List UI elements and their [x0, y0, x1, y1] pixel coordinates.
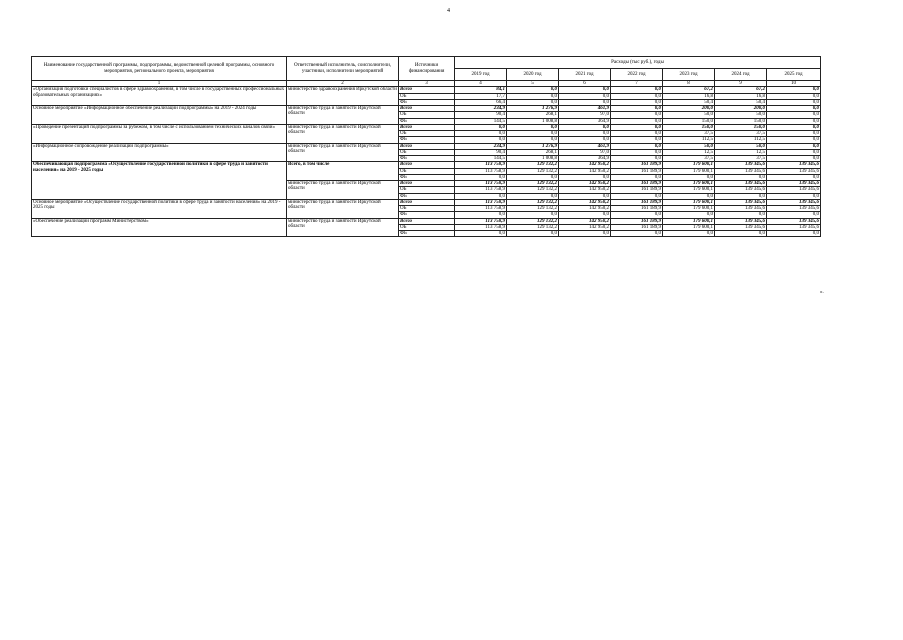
- expense-value: 179 600,1: [663, 218, 715, 224]
- expense-value: 50,0: [715, 143, 767, 149]
- item-name: «Проведение презентаций подпрограммы за рубежом, в том числе с использованием технических каналов связи»: [32, 124, 287, 143]
- funding-source: ОБ: [399, 168, 455, 174]
- expense-value: 200,0: [715, 106, 767, 112]
- expense-value: 50,0: [663, 112, 715, 118]
- expense-value: 129 132,2: [507, 187, 559, 193]
- expense-value: 0,0: [767, 149, 821, 155]
- expense-value: 129 132,2: [507, 224, 559, 230]
- expense-value: 112,5: [715, 137, 767, 143]
- expense-value: 113 758,9: [455, 181, 507, 187]
- funding-source: ФБ: [399, 137, 455, 143]
- expense-value: 142 950,2: [559, 199, 611, 205]
- expense-value: 0,0: [767, 106, 821, 112]
- expense-value: 0,0: [611, 106, 663, 112]
- expense-value: 37,5: [663, 131, 715, 137]
- expense-value: 142 950,2: [559, 187, 611, 193]
- column-index: 9: [715, 81, 767, 87]
- expense-value: 129 132,2: [507, 206, 559, 212]
- expense-value: 0,0: [611, 212, 663, 218]
- expense-value: 0,0: [455, 124, 507, 130]
- closing-quote-mark: ».: [820, 290, 824, 295]
- funding-source: ОБ: [399, 131, 455, 137]
- expense-value: 0,0: [559, 87, 611, 93]
- expense-value: 0,0: [507, 174, 559, 180]
- funding-source: ФБ: [399, 174, 455, 180]
- column-index: 8: [663, 81, 715, 87]
- expense-value: 139 345,6: [715, 181, 767, 187]
- expense-value: 0,0: [767, 93, 821, 99]
- funding-source: ФБ: [399, 118, 455, 124]
- header-expenses: Расходы (тыс руб.), годы: [455, 57, 821, 69]
- expense-value: 139 345,6: [767, 187, 821, 193]
- funding-source: ФБ: [399, 193, 455, 199]
- expense-value: 139 345,6: [767, 218, 821, 224]
- expense-value: 139 345,6: [767, 181, 821, 187]
- expense-value: 0,0: [455, 131, 507, 137]
- funding-source: Всего: [399, 199, 455, 205]
- expense-value: 0,0: [611, 143, 663, 149]
- funding-source: Всего: [399, 162, 455, 168]
- expense-value: 0,0: [767, 231, 821, 237]
- expense-value: 0,0: [767, 156, 821, 162]
- expense-value: 161 189,9: [611, 162, 663, 168]
- expense-value: 16,8: [663, 93, 715, 99]
- expense-value: 268,1: [507, 112, 559, 118]
- funding-source: ФБ: [399, 99, 455, 105]
- expense-value: 150,0: [715, 118, 767, 124]
- table-body: [32, 87, 821, 237]
- expense-value: 142 950,2: [559, 218, 611, 224]
- executor: министерство здравоохранения Иркутской области: [287, 87, 399, 106]
- expense-value: 0,0: [715, 212, 767, 218]
- expense-value: 139 345,6: [715, 206, 767, 212]
- expense-value: 142 950,2: [559, 224, 611, 230]
- expense-value: 0,0: [559, 212, 611, 218]
- executor: Всего, в том числе: [287, 162, 399, 181]
- expense-value: 139 345,6: [715, 224, 767, 230]
- expense-value: 0,0: [507, 212, 559, 218]
- expense-value: 0,0: [611, 193, 663, 199]
- expense-value: 0,0: [767, 137, 821, 143]
- expense-value: 50,0: [663, 143, 715, 149]
- expense-value: 67,2: [715, 87, 767, 93]
- funding-source: Всего: [399, 87, 455, 93]
- expense-value: 0,0: [767, 99, 821, 105]
- expense-value: 90,4: [455, 112, 507, 118]
- expense-value: 37,5: [663, 156, 715, 162]
- expense-value: 50,4: [715, 99, 767, 105]
- expense-value: 200,0: [663, 106, 715, 112]
- expense-value: 144,5: [455, 156, 507, 162]
- expense-value: 139 345,6: [767, 199, 821, 205]
- expense-value: 0,0: [559, 93, 611, 99]
- expense-value: 66,4: [455, 99, 507, 105]
- expense-value: 0,0: [559, 131, 611, 137]
- expense-value: 0,0: [559, 137, 611, 143]
- expense-value: 90,4: [455, 149, 507, 155]
- expense-value: 139 345,6: [767, 206, 821, 212]
- expense-value: 0,0: [611, 149, 663, 155]
- executor: министерство труда и занятости Иркутской области: [287, 143, 399, 162]
- expense-value: 139 345,6: [715, 218, 767, 224]
- expense-value: 37,5: [715, 131, 767, 137]
- header-year: 2023 год: [663, 69, 715, 81]
- expense-value: 113 758,9: [455, 218, 507, 224]
- expense-value: 161 189,9: [611, 206, 663, 212]
- expense-value: 0,0: [455, 174, 507, 180]
- budget-table: [31, 56, 821, 237]
- column-index: 5: [507, 81, 559, 87]
- expense-value: 179 600,1: [663, 224, 715, 230]
- expense-value: 161 189,9: [611, 181, 663, 187]
- expense-value: 0,0: [507, 231, 559, 237]
- expense-value: 0,0: [767, 143, 821, 149]
- expense-value: 84,1: [455, 87, 507, 93]
- expense-value: 129 132,2: [507, 199, 559, 205]
- expense-value: 129 132,2: [507, 181, 559, 187]
- expense-value: 97,0: [559, 112, 611, 118]
- expense-value: 50,0: [715, 112, 767, 118]
- item-name: «Информационное сопровождение реализации подпрограммы»: [32, 143, 287, 162]
- expense-value: 113 758,9: [455, 224, 507, 230]
- expense-value: 142 950,2: [559, 206, 611, 212]
- expense-value: 161 189,9: [611, 168, 663, 174]
- expense-value: 0,0: [767, 174, 821, 180]
- header-name: Наименование государственной программы, подпрограммы, ведомственной целевой программы, основного мероприятия, регионального проекта, мероприятия: [32, 57, 287, 81]
- column-index: 1: [32, 81, 287, 87]
- expense-value: 1 008,8: [507, 156, 559, 162]
- expense-value: 461,9: [559, 106, 611, 112]
- expense-value: 139 345,6: [715, 168, 767, 174]
- funding-source: ОБ: [399, 149, 455, 155]
- expense-value: 0,0: [663, 193, 715, 199]
- expense-value: 139 345,6: [715, 187, 767, 193]
- expense-value: 67,2: [663, 87, 715, 93]
- expense-value: 268,1: [507, 149, 559, 155]
- expense-value: 0,0: [767, 118, 821, 124]
- expense-value: 150,0: [663, 118, 715, 124]
- expense-value: 0,0: [767, 212, 821, 218]
- expense-value: 0,0: [715, 193, 767, 199]
- expense-value: 113 758,9: [455, 168, 507, 174]
- expense-value: 0,0: [507, 131, 559, 137]
- column-index: 2: [287, 81, 399, 87]
- expense-value: 0,0: [663, 174, 715, 180]
- column-index: 6: [559, 81, 611, 87]
- expense-value: 0,0: [611, 231, 663, 237]
- expense-value: 17,7: [455, 93, 507, 99]
- header-year: 2020 год: [507, 69, 559, 81]
- expense-value: 0,0: [715, 231, 767, 237]
- executor: министерство труда и занятости Иркутской области: [287, 106, 399, 125]
- expense-value: 0,0: [611, 112, 663, 118]
- expense-value: 0,0: [611, 99, 663, 105]
- expense-value: 1 008,8: [507, 118, 559, 124]
- expense-value: 0,0: [507, 137, 559, 143]
- table-header: [32, 57, 821, 87]
- expense-value: 1 276,9: [507, 106, 559, 112]
- expense-value: 234,9: [455, 106, 507, 112]
- header-year: 2025 год: [767, 69, 821, 81]
- expense-value: 139 345,6: [715, 199, 767, 205]
- expense-value: 50,4: [663, 99, 715, 105]
- expense-value: 0,0: [559, 193, 611, 199]
- expense-value: 0,0: [767, 131, 821, 137]
- expense-value: 0,0: [611, 137, 663, 143]
- header-year: 2024 год: [715, 69, 767, 81]
- expense-value: 12,5: [715, 149, 767, 155]
- funding-source: ОБ: [399, 206, 455, 212]
- funding-source: ОБ: [399, 93, 455, 99]
- expense-value: 0,0: [507, 99, 559, 105]
- expense-value: 161 189,9: [611, 199, 663, 205]
- expense-value: 179 600,1: [663, 168, 715, 174]
- expense-value: 0,0: [611, 118, 663, 124]
- funding-source: Всего: [399, 218, 455, 224]
- expense-value: 0,0: [611, 93, 663, 99]
- expense-value: 12,5: [663, 149, 715, 155]
- item-name: Основное мероприятие «Осуществление государственной политики в сфере труда и занятости населения» на 2019 - 2025 годы: [32, 199, 287, 218]
- item-name: Обеспечивающая подпрограмма «Осуществление государственной политики в сфере труда и занятости населения» на 2019 - 2025 годы: [32, 162, 287, 200]
- funding-source: ОБ: [399, 187, 455, 193]
- expense-value: 129 132,2: [507, 168, 559, 174]
- expense-value: 0,0: [507, 87, 559, 93]
- expense-value: 0,0: [611, 124, 663, 130]
- expense-value: 461,9: [559, 143, 611, 149]
- executor: министерство труда и занятости Иркутской области: [287, 181, 399, 200]
- expense-value: 1 276,9: [507, 143, 559, 149]
- item-name: «Организация подготовки специалистов в сфере здравоохранения, в том числе в государственных профессиональных образовательных организациях»: [32, 87, 287, 106]
- header-source: Источники финансирования: [399, 57, 455, 81]
- expense-value: 0,0: [559, 124, 611, 130]
- expense-value: 112,5: [663, 137, 715, 143]
- expense-value: 150,0: [663, 124, 715, 130]
- executor: министерство труда и занятости Иркутской области: [287, 199, 399, 218]
- expense-value: 0,0: [507, 93, 559, 99]
- expense-value: 0,0: [767, 124, 821, 130]
- funding-source: ФБ: [399, 231, 455, 237]
- expense-value: 0,0: [507, 124, 559, 130]
- header-year: 2021 год: [559, 69, 611, 81]
- header-year: 2022 год: [611, 69, 663, 81]
- column-index: 3: [399, 81, 455, 87]
- expense-value: 142 950,2: [559, 162, 611, 168]
- expense-value: 113 758,9: [455, 187, 507, 193]
- expense-value: 0,0: [715, 174, 767, 180]
- expense-value: 234,9: [455, 143, 507, 149]
- expense-value: 139 345,6: [715, 162, 767, 168]
- item-name: Основное мероприятие «Информационное обеспечение реализации подпрограммы» на 2019 - 2024 годы: [32, 106, 287, 125]
- header-executor: Ответственный исполнитель, соисполнители, участники, исполнители мероприятий: [287, 57, 399, 81]
- funding-source: ФБ: [399, 212, 455, 218]
- expense-value: 0,0: [611, 87, 663, 93]
- expense-value: 364,9: [559, 118, 611, 124]
- expense-value: 16,8: [715, 93, 767, 99]
- expense-value: 0,0: [663, 231, 715, 237]
- expense-value: 161 189,9: [611, 224, 663, 230]
- expense-value: 0,0: [767, 87, 821, 93]
- executor: министерство труда и занятости Иркутской области: [287, 124, 399, 143]
- expense-value: 0,0: [559, 174, 611, 180]
- expense-value: 150,0: [715, 124, 767, 130]
- expense-value: 0,0: [455, 231, 507, 237]
- funding-source: Всего: [399, 181, 455, 187]
- funding-source: Всего: [399, 106, 455, 112]
- page-number: 4: [447, 8, 450, 14]
- expense-value: 0,0: [455, 212, 507, 218]
- expense-value: 0,0: [559, 231, 611, 237]
- expense-value: 179 600,1: [663, 199, 715, 205]
- expense-value: 364,9: [559, 156, 611, 162]
- funding-source: Всего: [399, 124, 455, 130]
- expense-value: 0,0: [559, 99, 611, 105]
- expense-value: 0,0: [507, 193, 559, 199]
- expense-value: 0,0: [611, 156, 663, 162]
- expense-value: 129 132,2: [507, 218, 559, 224]
- item-name: «Обеспечение реализации программ Министерством»: [32, 218, 287, 237]
- funding-source: ОБ: [399, 112, 455, 118]
- expense-value: 113 758,9: [455, 206, 507, 212]
- expense-value: 113 758,9: [455, 199, 507, 205]
- header-year: 2019 год: [455, 69, 507, 81]
- expense-value: 0,0: [767, 112, 821, 118]
- column-index: 4: [455, 81, 507, 87]
- expense-value: 161 189,9: [611, 218, 663, 224]
- expense-value: 179 600,1: [663, 181, 715, 187]
- expense-value: 179 600,1: [663, 187, 715, 193]
- column-index: 10: [767, 81, 821, 87]
- expense-value: 161 189,9: [611, 187, 663, 193]
- expense-value: 97,0: [559, 149, 611, 155]
- funding-source: ОБ: [399, 224, 455, 230]
- expense-value: 144,5: [455, 118, 507, 124]
- funding-source: Всего: [399, 143, 455, 149]
- expense-value: 179 600,1: [663, 162, 715, 168]
- expense-value: 0,0: [455, 137, 507, 143]
- expense-value: 0,0: [767, 193, 821, 199]
- expense-value: 0,0: [663, 212, 715, 218]
- expense-value: 129 132,2: [507, 162, 559, 168]
- expense-value: 179 600,1: [663, 206, 715, 212]
- expense-value: 37,5: [715, 156, 767, 162]
- funding-source: ФБ: [399, 156, 455, 162]
- expense-value: 0,0: [455, 193, 507, 199]
- expense-value: 0,0: [611, 131, 663, 137]
- expense-value: 113 758,9: [455, 162, 507, 168]
- expense-value: 142 950,2: [559, 168, 611, 174]
- expense-value: 139 345,6: [767, 168, 821, 174]
- expense-value: 142 950,2: [559, 181, 611, 187]
- expense-value: 139 345,6: [767, 224, 821, 230]
- executor: министерство труда и занятости Иркутской области: [287, 218, 399, 237]
- expense-value: 0,0: [611, 174, 663, 180]
- column-index: 7: [611, 81, 663, 87]
- expense-value: 139 345,6: [767, 162, 821, 168]
